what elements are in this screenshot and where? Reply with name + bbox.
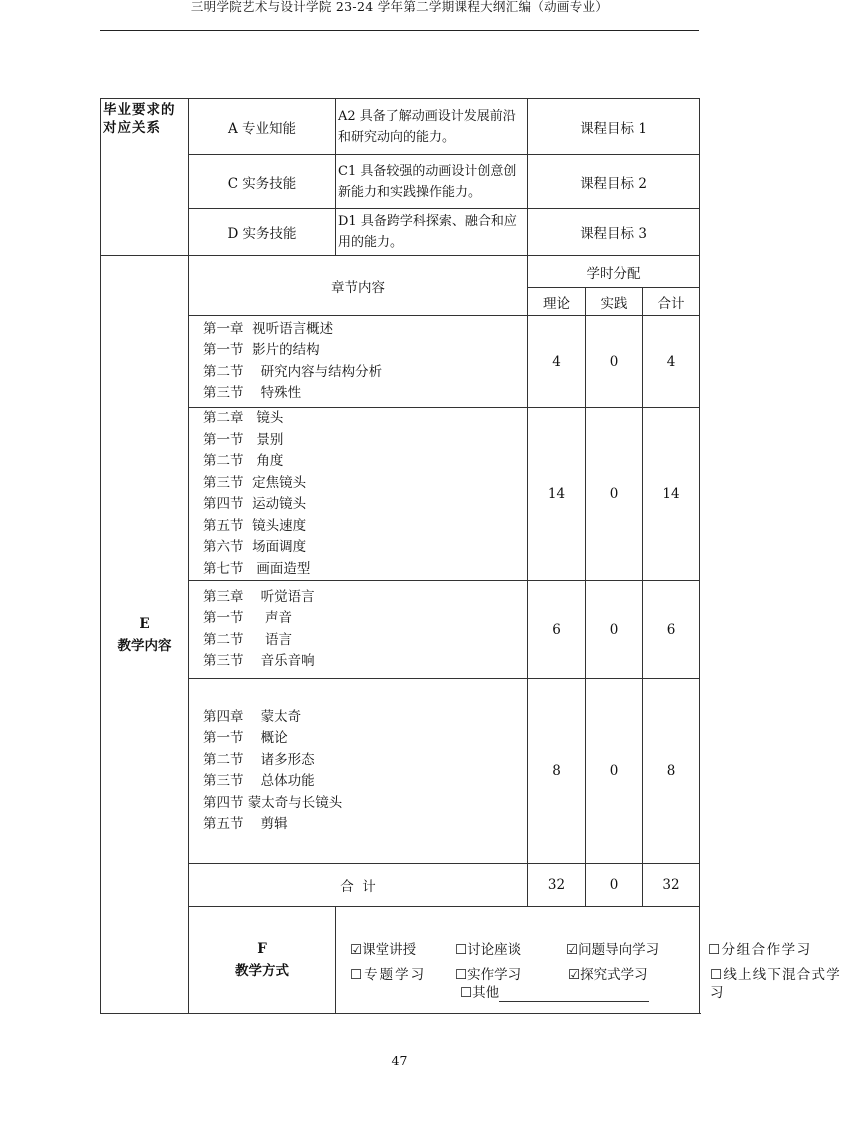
chapter-row [101,581,700,679]
practice-hours: 0 [586,581,643,679]
checkbox-icon: ☑ [568,967,581,983]
method-label: 讨论座谈 [467,942,522,958]
chapter-line: 第二节 语言 [203,631,292,648]
theory-column-header: 理论 [528,288,586,316]
requirement-name: C 实务技能 [189,155,336,209]
theory-hours: 8 [528,679,586,864]
methods-section-label [189,907,336,1014]
chapter-line: 第五节 剪辑 [203,816,288,832]
total-column-header: 合计 [643,288,700,316]
chapter-line: 第四章 蒙太奇 [203,708,302,725]
theory-hours: 4 [528,316,586,408]
content-header-row [101,256,700,288]
method-label: 课堂讲授 [362,942,417,958]
chapter-content [189,316,528,408]
requirement-row [101,209,700,256]
method-label: 专题学习 [364,967,427,983]
sum-row [101,864,700,907]
checkbox-icon: ☐ [455,967,468,983]
practice-hours: 0 [586,316,643,408]
total-hours: 6 [643,581,700,679]
checkbox-icon: ☐ [460,985,473,1001]
chapter-line: 第二节 角度 [203,453,284,469]
chapter-line: 第六节 场面调度 [203,539,307,555]
syllabus-table [100,98,841,1014]
chapter-row [101,679,700,864]
total-hours: 14 [643,408,700,581]
method-checkbox[interactable] [708,941,812,959]
theory-hours: 6 [528,581,586,679]
requirement-row [101,155,700,209]
course-goal: 课程目标 1 [528,99,700,155]
course-goal: 课程目标 2 [528,155,700,209]
chapter-line: 第二节 研究内容与结构分析 [203,363,383,380]
sum-label: 合 计 [189,864,528,907]
checkbox-icon: ☑ [566,942,579,958]
checkbox-icon: ☑ [350,942,363,958]
method-checkbox[interactable] [566,941,659,959]
chapter-line: 第七节 画面造型 [203,560,311,577]
chapter-line: 第一章 视听语言概述 [203,320,334,337]
total-hours: 8 [643,679,700,864]
checkbox-icon: ☐ [708,942,722,958]
chapter-line: 第三章 听觉语言 [203,588,315,605]
practice-hours: 0 [586,679,643,864]
sum-theory: 32 [528,864,586,907]
requirement-name: D 实务技能 [189,209,336,256]
requirement-row [101,99,700,155]
requirement-name: A 专业知能 [189,99,336,155]
teaching-methods [336,907,841,1014]
practice-hours: 0 [586,408,643,581]
checkbox-icon: ☐ [455,942,468,958]
chapter-line: 第一节 概论 [203,730,288,746]
method-label: 探究式学习 [580,967,648,983]
chapter-content [189,581,528,679]
method-checkbox[interactable] [350,966,426,984]
content-section-title: 教学内容 [117,637,172,654]
sum-practice: 0 [586,864,643,907]
content-section-letter: E [139,615,150,632]
method-label: 实作学习 [467,967,522,983]
hours-column-header: 学时分配 [528,256,700,288]
method-label: 分组合作学习 [721,942,812,958]
requirement-description: C1 具备较强的动画设计创意创新能力和实践操作能力。 [336,155,528,209]
chapter-line: 第五节 镜头速度 [203,517,307,534]
methods-section-title: 教学方式 [235,963,289,979]
chapter-content [189,408,528,581]
practice-column-header: 实践 [586,288,643,316]
chapter-line: 第三节 特殊性 [203,385,302,401]
method-label: 线上线下混合式学习 [710,967,841,1001]
content-section-label [101,256,189,1014]
page-header: 三明学院艺术与设计学院 23-24 学年第二学期课程大纲汇编（动画专业） [190,0,609,14]
chapter-content [189,679,528,864]
requirement-description: D1 具备跨学科探索、融合和应用的能力。 [336,209,528,256]
fill-in-line [499,987,649,1002]
chapter-line: 第一节 影片的结构 [203,342,320,358]
chapter-line: 第四节 运动镜头 [203,496,307,512]
methods-row [101,907,700,1014]
chapter-row [101,408,700,581]
method-checkbox[interactable] [455,966,521,984]
chapter-line: 第二节 诸多形态 [203,751,315,768]
method-checkbox[interactable] [455,941,521,959]
chapter-line: 第一节 景别 [203,431,284,448]
sum-total: 32 [643,864,700,907]
method-label: 其他 [472,985,500,1001]
course-goal: 课程目标 3 [528,209,700,256]
checkbox-icon: ☐ [350,967,365,983]
method-checkbox[interactable] [568,966,648,984]
theory-hours: 14 [528,408,586,581]
header-rule [100,30,699,31]
method-checkbox[interactable] [350,941,416,959]
requirements-heading: 毕业要求的对应关系 [101,99,189,256]
requirement-description: A2 具备了解动画设计发展前沿和研究动向的能力。 [336,99,528,155]
chapter-line: 第三节 音乐音响 [203,653,315,669]
chapter-line: 第一节 声音 [203,610,292,626]
method-label: 问题导向学习 [578,942,660,958]
methods-section-letter: F [257,941,267,957]
chapter-line: 第四节 蒙太奇与长镜头 [203,794,343,811]
checkbox-icon: ☐ [710,967,724,983]
method-checkbox[interactable] [710,966,842,1002]
method-checkbox[interactable] [460,984,649,1002]
page-number: 47 [391,1053,408,1068]
chapter-row [101,316,700,408]
chapter-line: 第三节 总体功能 [203,773,315,789]
chapter-line: 第三节 定焦镜头 [203,474,307,491]
chapter-line: 第二章 镜头 [203,410,284,426]
total-hours: 4 [643,316,700,408]
chapter-column-header: 章节内容 [189,256,528,316]
